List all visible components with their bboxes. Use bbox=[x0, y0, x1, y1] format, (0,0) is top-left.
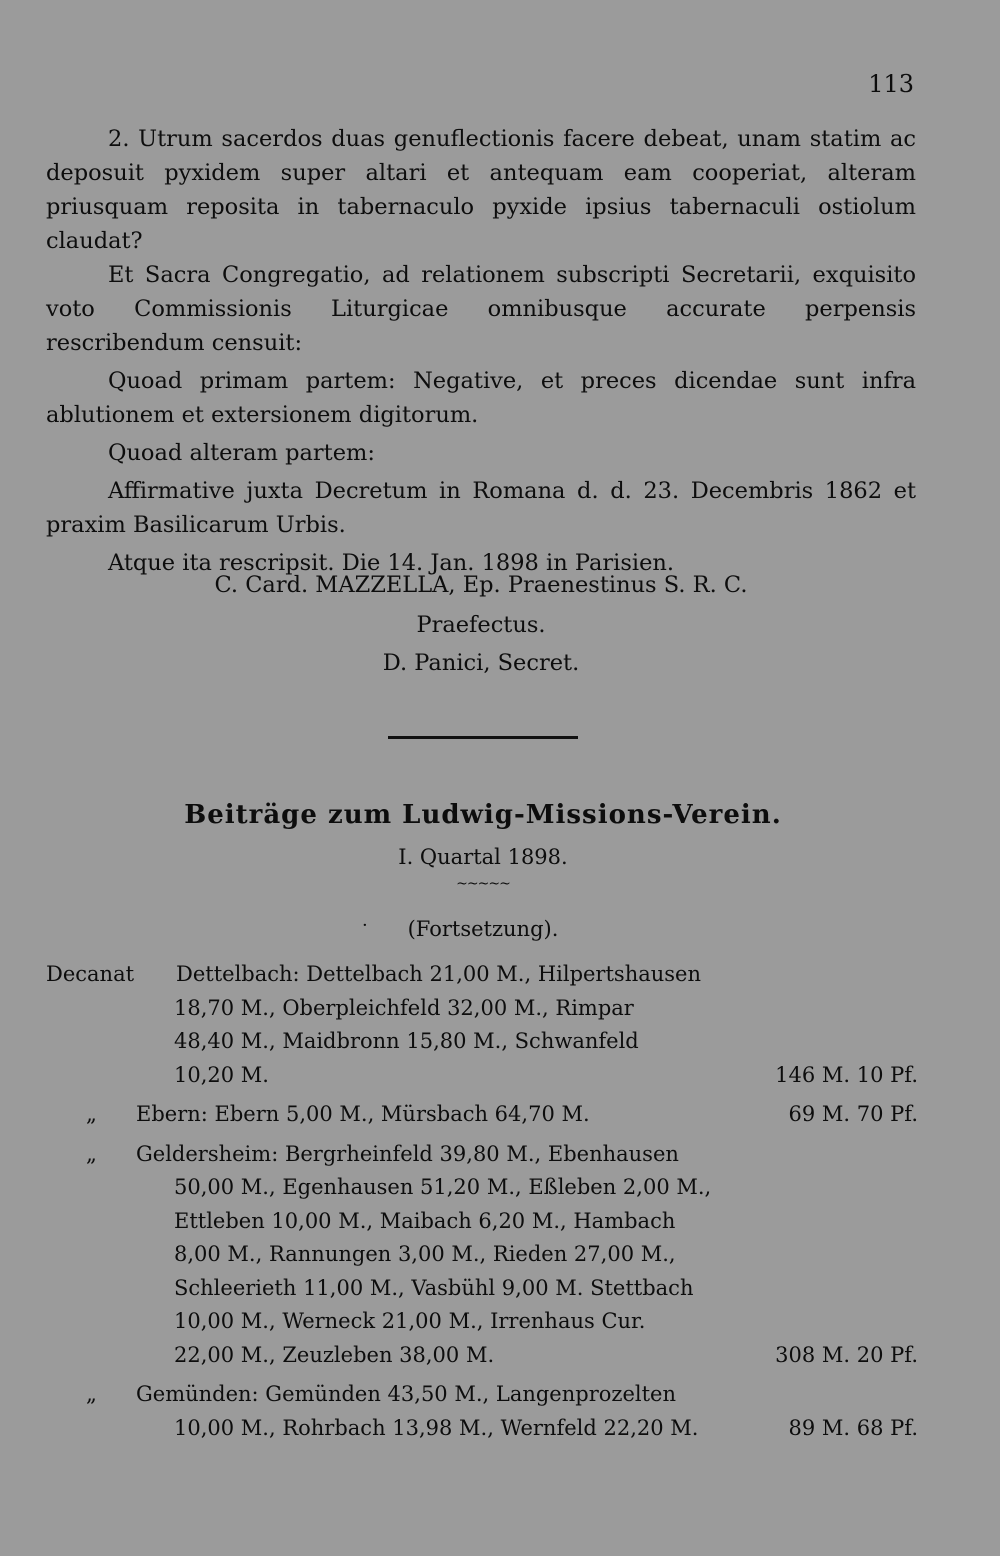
entry-line: 50,00 M., Egenhausen 51,20 M., Eßleben 2,00 M., bbox=[174, 1175, 712, 1199]
bullet-mark: · bbox=[362, 915, 368, 936]
section-divider bbox=[388, 736, 578, 739]
entry-label: Decanat bbox=[46, 962, 135, 986]
question-paragraph: 2. Utrum sacerdos duas genuflectionis facere debeat, unam statim ac deposuit pyxidem super altari et antequam eam cooperiat, alteram priusquam reposita in tabernaculo pyxide ipsius tabernaculi ostiolum claudat? bbox=[46, 126, 916, 254]
page-number: 113 bbox=[868, 70, 914, 98]
entry-line: 10,00 M., Werneck 21,00 M., Irrenhaus Cur. bbox=[174, 1309, 646, 1333]
entry-dettelbach bbox=[46, 958, 918, 1092]
section-heading: Beiträge zum Ludwig-Missions-Verein. bbox=[184, 800, 782, 830]
date-line: Atque ita rescripsit. Die 14. Jan. 1898 in Parisien. bbox=[108, 550, 675, 576]
signature-cardinal: C. Card. MAZZELLA, Ep. Praenestinus S. R. C. bbox=[214, 572, 748, 598]
entry-ebern bbox=[46, 1098, 918, 1132]
ditto-mark: „ bbox=[86, 1382, 97, 1406]
entry-gemuenden bbox=[46, 1378, 918, 1445]
contributions-list bbox=[46, 958, 918, 1451]
signature-title: Praefectus. bbox=[416, 612, 546, 638]
ornament-squiggle: ~~~~~ bbox=[456, 876, 510, 892]
continuation-label: (Fortsetzung). bbox=[407, 917, 559, 941]
entry-line: Gemünden: Gemünden 43,50 M., Langenprozelten bbox=[136, 1382, 676, 1406]
entry-geldersheim bbox=[46, 1138, 918, 1373]
entry-line: Schleerieth 11,00 M., Vasbühl 9,00 M. Stettbach bbox=[174, 1275, 694, 1300]
entry-line: Ebern: Ebern 5,00 M., Mürsbach 64,70 M. bbox=[136, 1102, 590, 1126]
entry-line: 48,40 M., Maidbronn 15,80 M., Schwanfeld bbox=[174, 1029, 639, 1053]
first-part-paragraph: Quoad primam partem: Negative, et preces dicendae sunt infra ablutionem et extersionem digitorum. bbox=[46, 368, 916, 428]
quartal-subheading: I. Quartal 1898. bbox=[398, 845, 568, 869]
entry-amount: 89 M. 68 Pf. bbox=[788, 1415, 918, 1440]
entry-line: 10,00 M., Rohrbach 13,98 M., Wernfeld 22,20 M. bbox=[174, 1415, 699, 1440]
entry-line: 22,00 M., Zeuzleben 38,00 M. bbox=[174, 1342, 495, 1367]
entry-line: 8,00 M., Rannungen 3,00 M., Rieden 27,00 M., bbox=[174, 1242, 676, 1266]
entry-line: 18,70 M., Oberpleichfeld 32,00 M., Rimpar bbox=[174, 995, 634, 1020]
ditto-mark: „ bbox=[86, 1141, 97, 1166]
latin-text bbox=[46, 122, 916, 580]
entry-line: 10,20 M. bbox=[174, 1062, 269, 1087]
entry-amount: 308 M. 20 Pf. bbox=[775, 1342, 918, 1367]
second-part-label: Quoad alteram partem: bbox=[108, 440, 375, 466]
entry-line: Ettleben 10,00 M., Maibach 6,20 M., Hambach bbox=[174, 1208, 676, 1233]
entry-line: Geldersheim: Bergrheinfeld 39,80 M., Ebenhausen bbox=[136, 1141, 679, 1166]
ditto-mark: „ bbox=[86, 1102, 97, 1126]
affirmative-paragraph: Affirmative juxta Decretum in Romana d. d. 23. Decembris 1862 et praxim Basilicarum Urbis. bbox=[46, 478, 916, 538]
entry-amount: 146 M. 10 Pf. bbox=[775, 1062, 918, 1087]
entry-line: Dettelbach: Dettelbach 21,00 M., Hilpertshausen bbox=[176, 962, 701, 986]
entry-amount: 69 M. 70 Pf. bbox=[788, 1102, 918, 1126]
signature-secretary: D. Panici, Secret. bbox=[382, 650, 580, 676]
response-paragraph: Et Sacra Congregatio, ad relationem subscripti Secretarii, exquisito voto Commissionis Liturgicae omnibusque accurate perpensis rescribendum censuit: bbox=[46, 262, 916, 356]
